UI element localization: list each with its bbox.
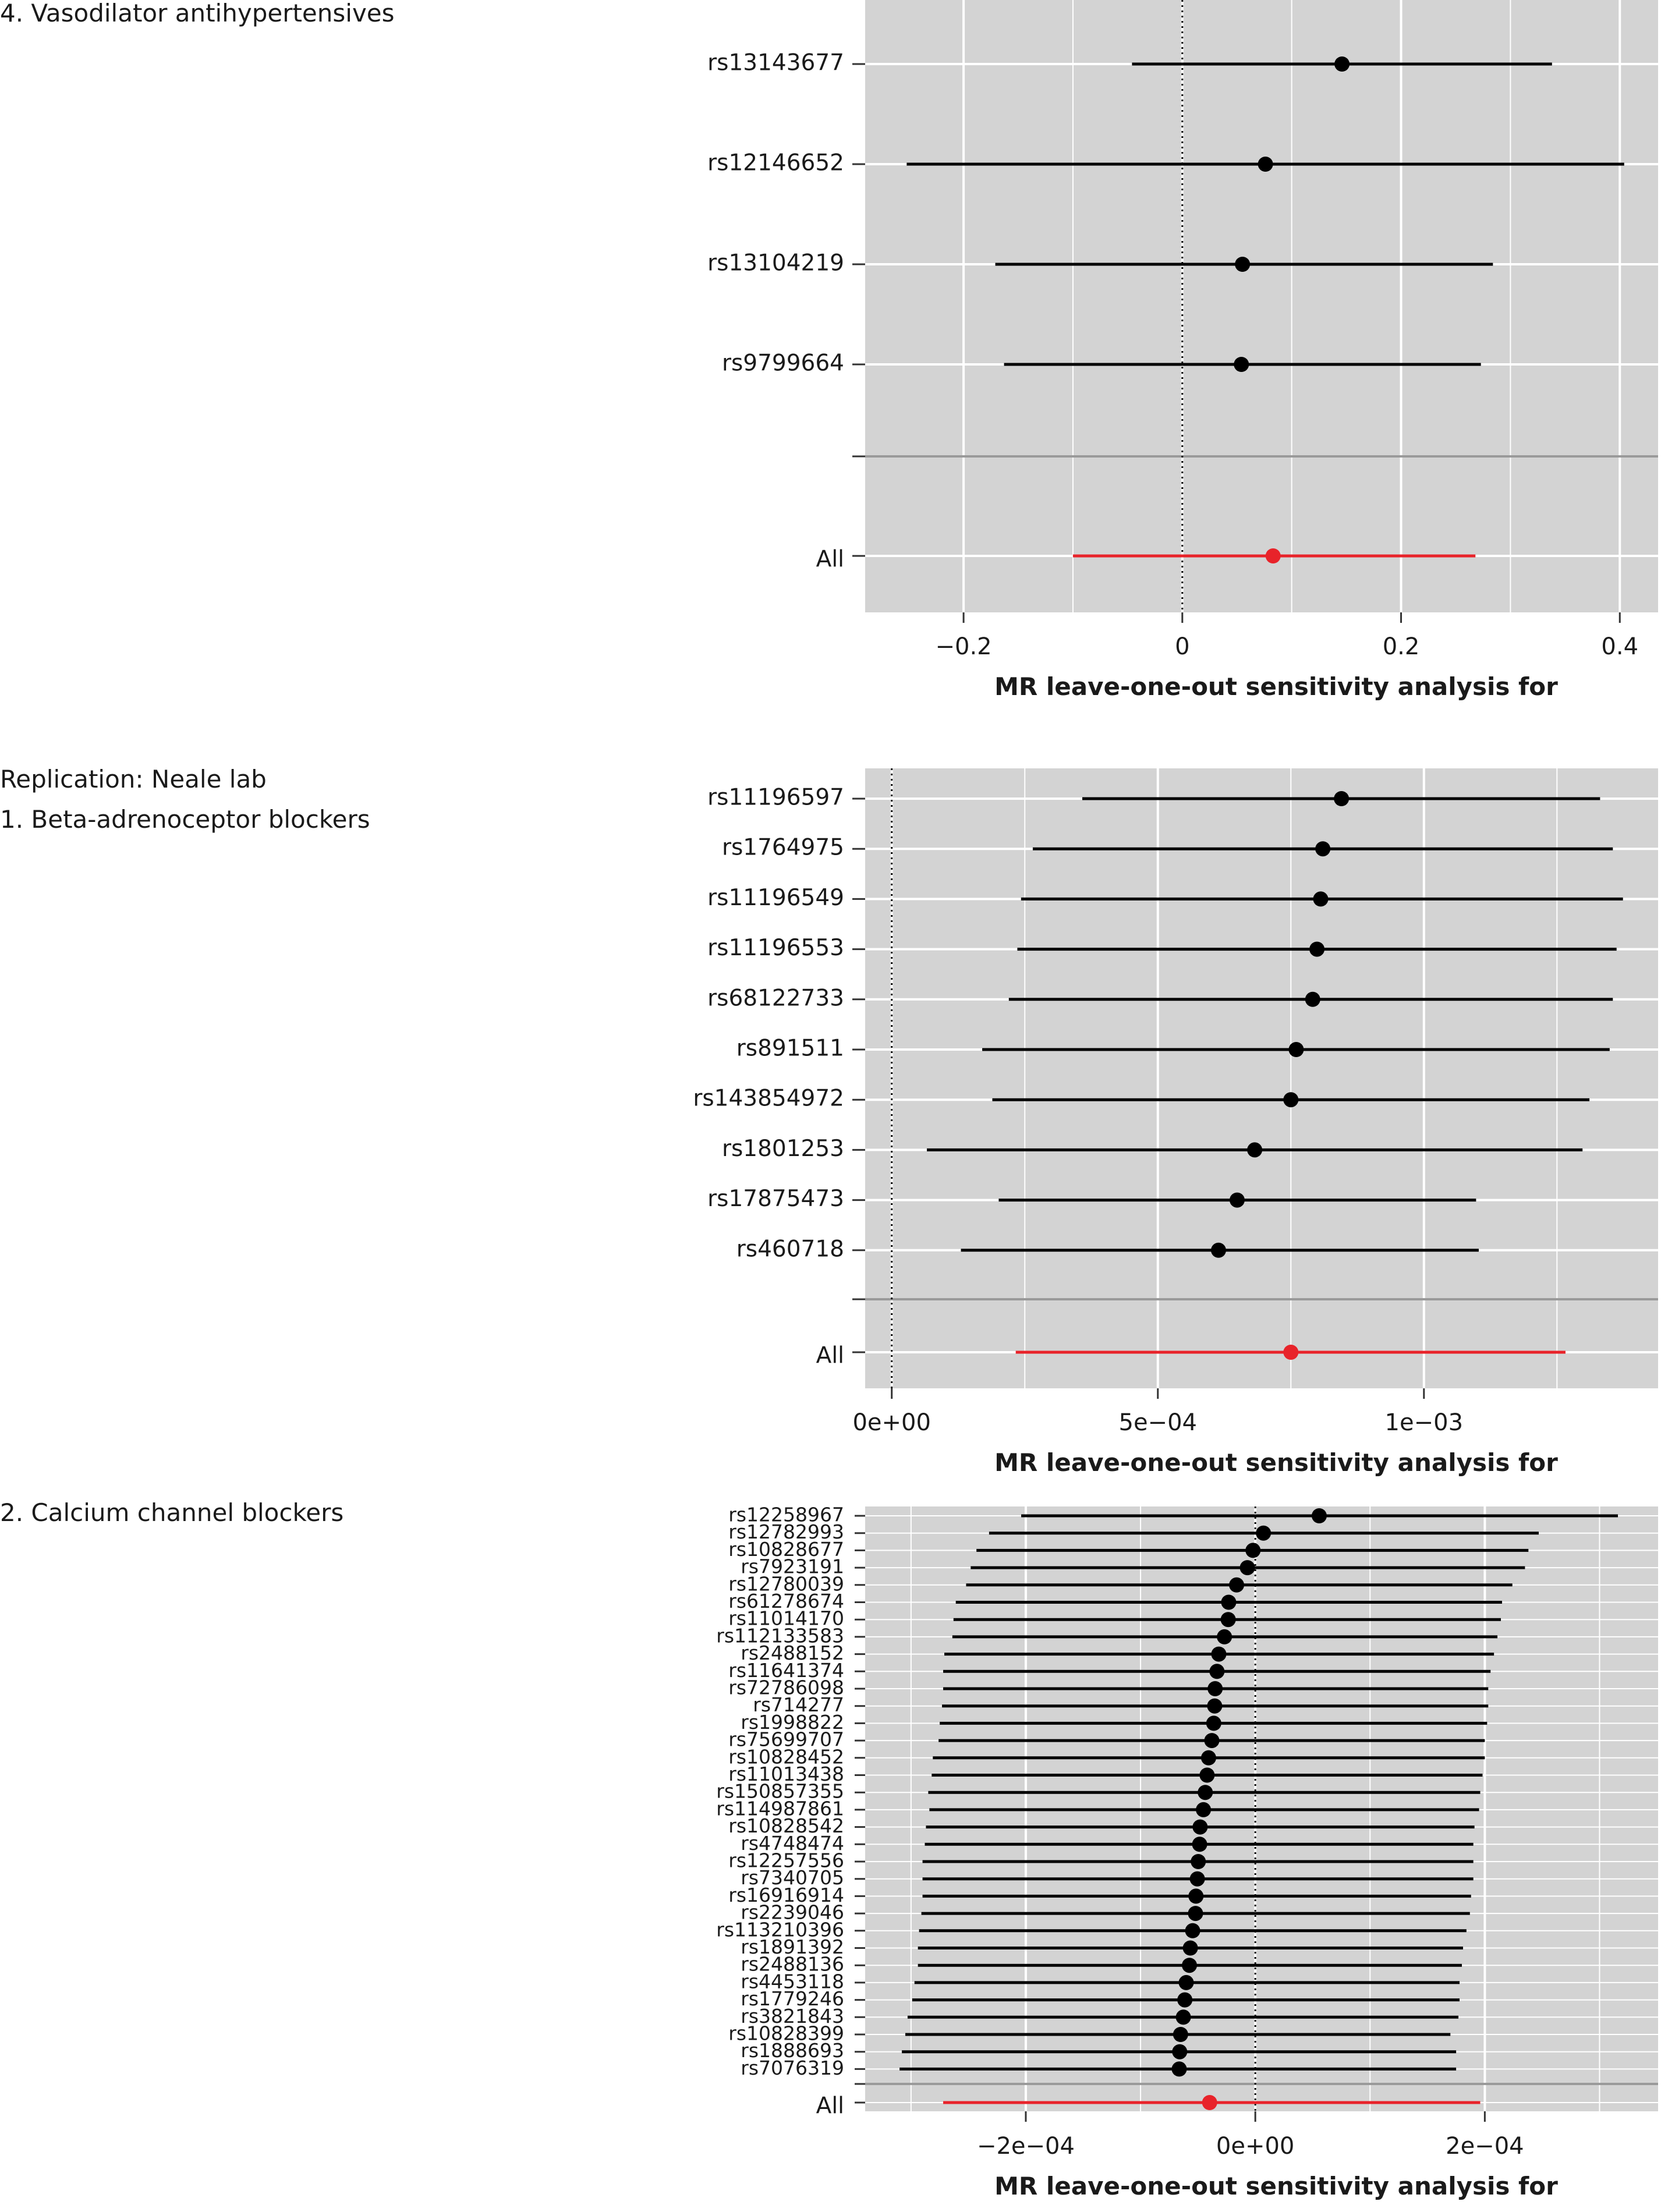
snp-label: rs10828542: [728, 1814, 844, 1838]
estimate-point-rs12257556: [1191, 1854, 1206, 1869]
estimate-point-rs10828399: [1173, 2027, 1188, 2042]
x-axis-title: MR leave-one-out sensitivity analysis for: [994, 2172, 1558, 2200]
estimate-point-rs72786098: [1207, 1681, 1223, 1696]
snp-label: rs114987861: [716, 1797, 844, 1820]
snp-label: rs150857355: [716, 1779, 844, 1803]
snp-label: rs13104219: [707, 250, 844, 276]
caption-vasodilator: 4. Vasodilator antihypertensives: [0, 0, 395, 27]
snp-label: rs10828452: [728, 1745, 844, 1768]
caption-calcium-channel-blockers: 2. Calcium channel blockers: [0, 1498, 344, 1527]
estimate-point-rs16916914: [1188, 1888, 1203, 1903]
snp-label: rs7923191: [741, 1555, 844, 1578]
snp-label: rs714277: [753, 1693, 844, 1717]
forest-plot-calcium-channel-blockers: [716, 1504, 1658, 2201]
estimate-point-rs714277: [1207, 1699, 1222, 1714]
snp-label: rs72786098: [728, 1676, 844, 1699]
x-tick-label: 0.2: [1382, 633, 1420, 660]
snp-label: rs12782993: [728, 1520, 844, 1544]
estimate-point-rs12782993: [1256, 1526, 1271, 1541]
summary-label: All: [816, 546, 844, 573]
estimate-point-rs460718: [1211, 1243, 1226, 1258]
x-tick-label: 0.4: [1601, 633, 1639, 660]
x-tick-label: −2e−04: [976, 2133, 1075, 2160]
snp-label: rs17875473: [707, 1186, 844, 1213]
estimate-point-rs12780039: [1229, 1578, 1244, 1593]
snp-label: rs10828677: [728, 1537, 844, 1561]
snp-label: rs113210396: [716, 1918, 844, 1941]
x-tick-label: 0: [1175, 633, 1190, 660]
estimate-point-rs7923191: [1240, 1560, 1255, 1575]
summary-estimate-point: [1283, 1345, 1298, 1360]
summary-estimate-point: [1266, 548, 1281, 563]
snp-label: rs2488136: [741, 1952, 844, 1976]
snp-label: rs1779246: [741, 1987, 844, 2011]
estimate-point-rs112133583: [1217, 1629, 1232, 1644]
snp-label: rs7340705: [741, 1866, 844, 1890]
estimate-point-rs113210396: [1185, 1923, 1200, 1938]
caption-replication: Replication: Neale lab: [0, 765, 267, 793]
snp-label: rs891511: [736, 1035, 844, 1062]
estimate-point-rs11196549: [1313, 891, 1328, 906]
snp-label: rs11641374: [728, 1658, 844, 1682]
snp-label: rs12146652: [707, 150, 844, 176]
snp-label: rs16916914: [728, 1883, 844, 1906]
estimate-point-rs68122733: [1305, 992, 1320, 1007]
snp-label: rs1764975: [721, 834, 844, 861]
estimate-point-rs150857355: [1198, 1785, 1213, 1800]
snp-label: rs13143677: [707, 49, 844, 76]
estimate-point-rs61278674: [1221, 1595, 1236, 1610]
estimate-point-rs10828677: [1245, 1543, 1260, 1558]
plot-panel: [865, 0, 1658, 612]
snp-label: rs11013438: [728, 1763, 844, 1785]
plot-panel: [865, 768, 1658, 1388]
snp-label: rs1998822: [741, 1710, 844, 1734]
snp-label: rs143854972: [693, 1085, 844, 1112]
estimate-point-rs1779246: [1177, 1993, 1192, 2008]
snp-label: rs2488152: [741, 1642, 844, 1665]
snp-label: rs460718: [736, 1236, 844, 1263]
snp-label: rs1888693: [741, 2039, 844, 2062]
snp-label: rs11196597: [707, 784, 844, 811]
estimate-point-rs7340705: [1190, 1871, 1205, 1887]
summary-estimate-point: [1202, 2095, 1217, 2110]
snp-label: rs11196549: [707, 884, 844, 911]
estimate-point-rs2488152: [1211, 1647, 1226, 1662]
estimate-point-rs7076319: [1171, 2061, 1187, 2076]
estimate-point-rs11014170: [1221, 1612, 1236, 1627]
snp-label: rs7076319: [741, 2056, 844, 2079]
estimate-point-rs10828452: [1201, 1750, 1216, 1766]
x-tick-label: −0.2: [935, 633, 992, 660]
snp-label: rs11196553: [707, 935, 844, 962]
forest-plot-vasodilator: [707, 0, 1658, 701]
estimate-point-rs1891392: [1183, 1941, 1198, 1956]
snp-label: rs9799664: [721, 350, 844, 377]
snp-label: rs75699707: [728, 1728, 844, 1751]
snp-label: rs1801253: [721, 1135, 844, 1162]
x-tick-label: 2e−04: [1446, 2133, 1524, 2160]
estimate-point-rs114987861: [1196, 1802, 1211, 1817]
summary-label: All: [816, 1342, 844, 1369]
snp-label: rs4748474: [741, 1831, 844, 1855]
snp-label: rs12257556: [728, 1849, 844, 1872]
snp-label: rs3821843: [741, 2004, 844, 2027]
estimate-point-rs2239046: [1188, 1906, 1203, 1921]
estimate-point-rs11196553: [1309, 942, 1324, 957]
snp-label: rs10828399: [728, 2022, 844, 2045]
estimate-point-rs17875473: [1230, 1193, 1245, 1208]
snp-label: rs61278674: [728, 1590, 844, 1612]
snp-label: rs68122733: [707, 985, 844, 1012]
estimate-point-rs891511: [1288, 1042, 1304, 1057]
forest-plot-beta-blockers: [693, 768, 1658, 1477]
estimate-point-rs75699707: [1204, 1733, 1219, 1748]
estimate-point-rs13104219: [1235, 257, 1250, 272]
estimate-point-rs4453118: [1179, 1975, 1194, 1990]
estimate-point-rs4748474: [1192, 1837, 1207, 1852]
estimate-point-rs11196597: [1334, 791, 1349, 806]
x-axis-title: MR leave-one-out sensitivity analysis for: [994, 1448, 1558, 1477]
snp-label: rs4453118: [741, 1970, 844, 1993]
estimate-point-rs1998822: [1206, 1715, 1221, 1731]
estimate-point-rs12146652: [1258, 157, 1273, 172]
estimate-point-rs3821843: [1176, 2009, 1191, 2025]
snp-label: rs1891392: [741, 1936, 844, 1958]
snp-label: rs112133583: [716, 1624, 844, 1647]
estimate-point-rs11013438: [1199, 1768, 1214, 1783]
estimate-point-rs13143677: [1334, 56, 1350, 72]
x-tick-label: 0e+00: [852, 1409, 931, 1436]
estimate-point-rs11641374: [1209, 1664, 1224, 1679]
x-tick-label: 1e−03: [1384, 1409, 1464, 1436]
x-tick-label: 5e−04: [1118, 1409, 1197, 1436]
x-tick-label: 0e+00: [1216, 2133, 1295, 2160]
snp-label: rs2239046: [741, 1901, 844, 1924]
estimate-point-rs1801253: [1247, 1142, 1262, 1157]
estimate-point-rs1888693: [1172, 2044, 1187, 2059]
estimate-point-rs143854972: [1283, 1092, 1298, 1107]
x-axis-title: MR leave-one-out sensitivity analysis for: [994, 672, 1558, 701]
estimate-point-rs10828542: [1192, 1820, 1207, 1835]
estimate-point-rs1764975: [1315, 841, 1330, 856]
snp-label: rs12258967: [728, 1503, 844, 1526]
estimate-point-rs9799664: [1234, 357, 1249, 372]
estimate-point-rs2488136: [1182, 1958, 1197, 1973]
estimate-point-rs12258967: [1312, 1508, 1327, 1523]
summary-label: All: [816, 2093, 844, 2119]
snp-label: rs12780039: [728, 1572, 844, 1596]
snp-label: rs11014170: [728, 1607, 844, 1630]
caption-beta-blockers: 1. Beta-adrenoceptor blockers: [0, 805, 370, 834]
